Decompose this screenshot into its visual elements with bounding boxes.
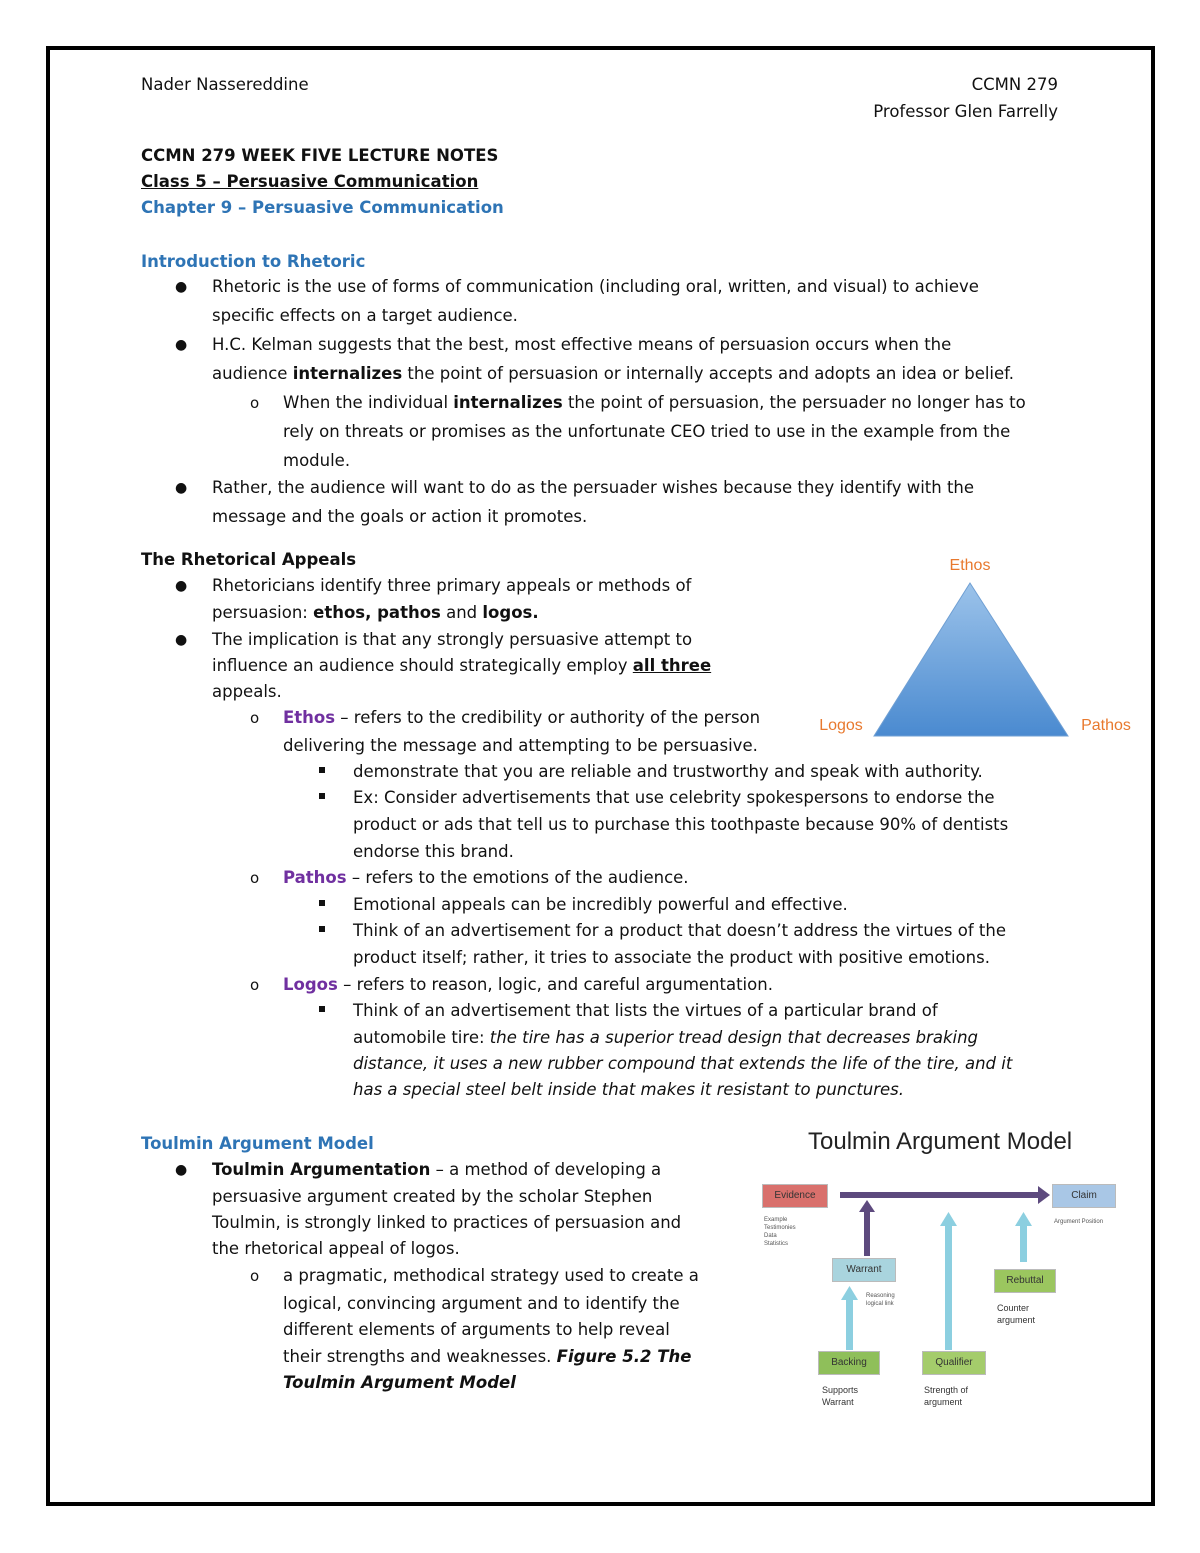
- logos-sub-1-line-4: has a special steel belt inside that makes it resistant to punctures.: [353, 1080, 905, 1099]
- appeals-heading: The Rhetorical Appeals: [141, 550, 357, 569]
- triangle-label-logos: Logos: [819, 717, 863, 734]
- circle-bullet-icon: o: [250, 869, 260, 887]
- triangle-label-ethos: Ethos: [949, 557, 991, 574]
- toulmin-bullet-line-1: Toulmin Argumentation – a method of developing a: [212, 1160, 662, 1179]
- toulmin-bullet-line-2: persuasive argument created by the scholar Stephen: [212, 1187, 653, 1206]
- rebuttal-note-2: argument: [997, 1315, 1036, 1325]
- toulmin-bullet-line-3: Toulmin, is strongly linked to practices of persuasion and: [212, 1213, 682, 1232]
- ethos-sub-1: demonstrate that you are reliable and trustworthy and speak with authority.: [353, 762, 983, 781]
- appeals-bullet-1-line-1: Rhetoricians identify three primary appeals or methods of: [212, 576, 692, 595]
- toulmin-sub-line-2: logical, convincing argument and to identify the: [283, 1294, 680, 1313]
- intro-sub-1-line-1: When the individual internalizes the point of persuasion, the persuader no longer has to: [283, 393, 1026, 412]
- toulmin-sub-line-5: Toulmin Argument Model: [283, 1373, 516, 1392]
- ethos-sub-2-line-2: product or ads that tell us to purchase this toothpaste because 90% of dentists: [353, 815, 1009, 834]
- intro-bullet-1-line-1: Rhetoric is the use of forms of communication (including oral, written, and visual) to achieve: [212, 277, 979, 296]
- toulmin-sub-line-4: their strengths and weaknesses. Figure 5.2 The: [283, 1347, 692, 1366]
- rhetorical-triangle-figure: [800, 550, 1150, 750]
- evidence-note-1: Example: [764, 1217, 788, 1223]
- toulmin-diagram: [750, 1120, 1130, 1420]
- intro-bullet-1-line-2: specific effects on a target audience.: [212, 306, 518, 325]
- backing-arrow-head: [841, 1286, 858, 1300]
- claim-note: Argument Position: [1054, 1219, 1104, 1225]
- diagram-title: Toulmin Argument Model: [808, 1128, 1073, 1155]
- toulmin-sub-line-1: a pragmatic, methodical strategy used to create a: [283, 1266, 699, 1285]
- author-name: Nader Nassereddine: [141, 75, 309, 94]
- intro-heading: Introduction to Rhetoric: [141, 252, 366, 271]
- intro-bullet-2-line-2: audience internalizes the point of persuasion or internally accepts and adopts an idea or belief.: [212, 364, 1015, 383]
- bullet-icon: ●: [175, 480, 188, 496]
- square-bullet-icon: [319, 767, 325, 773]
- warrant-note-1: Reasoning: [866, 1293, 895, 1299]
- intro-sub-1-line-3: module.: [283, 451, 351, 470]
- rebuttal-box: Rebuttal: [994, 1269, 1056, 1293]
- bullet-icon: ●: [175, 279, 188, 295]
- logos-sub-1-line-2: automobile tire: the tire has a superior tread design that decreases braking: [353, 1028, 979, 1047]
- rebuttal-arrow-shaft: [1020, 1224, 1027, 1262]
- warrant-arrow-head: [859, 1200, 875, 1212]
- square-bullet-icon: [319, 900, 325, 906]
- evidence-note-3: Data: [764, 1233, 777, 1239]
- ethos-line-2: delivering the message and attempting to be persuasive.: [283, 736, 758, 755]
- main-title: CCMN 279 WEEK FIVE LECTURE NOTES: [141, 146, 499, 165]
- backing-arrow-shaft: [846, 1298, 853, 1350]
- evidence-note-4: Statistics: [764, 1241, 789, 1247]
- warrant-arrow-shaft: [864, 1210, 870, 1256]
- intro-bullet-3-line-1: Rather, the audience will want to do as the persuader wishes because they identify with the: [212, 478, 975, 497]
- backing-note-1: Supports: [822, 1385, 859, 1395]
- appeals-bullet-2-line-2: influence an audience should strategically employ all three: [212, 656, 712, 675]
- evidence-note-2: Testimonies: [764, 1225, 796, 1231]
- intro-sub-1-line-2: rely on threats or promises as the unfortunate CEO tried to use in the example from the: [283, 422, 1011, 441]
- bullet-icon: ●: [175, 632, 188, 648]
- warrant-box: Warrant: [832, 1258, 896, 1282]
- class-title: Class 5 – Persuasive Communication: [141, 172, 479, 191]
- chapter-title: Chapter 9 – Persuasive Communication: [141, 198, 504, 217]
- appeals-bullet-1-line-2: persuasion: ethos, pathos and logos.: [212, 603, 539, 622]
- rebuttal-note-1: Counter: [997, 1303, 1030, 1313]
- square-bullet-icon: [319, 793, 325, 799]
- bullet-icon: ●: [175, 1162, 188, 1178]
- backing-box: Backing: [818, 1351, 880, 1375]
- backing-note-2: Warrant: [822, 1397, 854, 1407]
- course-code: CCMN 279: [971, 75, 1058, 94]
- warrant-note-2: logical link: [866, 1301, 894, 1307]
- pathos-sub-2-line-2: product itself; rather, it tries to associate the product with positive emotions.: [353, 948, 990, 967]
- bullet-icon: ●: [175, 337, 188, 353]
- claim-box: Claim: [1052, 1184, 1116, 1208]
- square-bullet-icon: [319, 926, 325, 932]
- bullet-icon: ●: [175, 578, 188, 594]
- intro-bullet-2-line-1: H.C. Kelman suggests that the best, most effective means of persuasion occurs when the: [212, 335, 952, 354]
- triangle-shape: [874, 583, 1068, 736]
- qualifier-note-2: argument: [924, 1397, 963, 1407]
- triangle-label-pathos: Pathos: [1081, 717, 1131, 734]
- pathos-sub-2-line-1: Think of an advertisement for a product that doesn’t address the virtues of the: [353, 921, 1006, 940]
- toulmin-sub-line-3: different elements of arguments to help reveal: [283, 1320, 670, 1339]
- circle-bullet-icon: o: [250, 976, 260, 994]
- intro-bullet-3-line-2: message and the goals or action it promotes.: [212, 507, 588, 526]
- qualifier-arrow-head: [940, 1212, 957, 1226]
- circle-bullet-icon: o: [250, 1267, 260, 1285]
- professor-name: Professor Glen Farrelly: [873, 102, 1058, 121]
- main-arrow-head: [1038, 1186, 1050, 1204]
- toulmin-bullet-line-4: the rhetorical appeal of logos.: [212, 1239, 460, 1258]
- circle-bullet-icon: o: [250, 394, 260, 412]
- appeals-bullet-2-line-3: appeals.: [212, 682, 282, 701]
- logos-sub-1-line-3: distance, it uses a new rubber compound that extends the life of the tire, and it: [353, 1054, 1013, 1073]
- toulmin-heading: Toulmin Argument Model: [141, 1134, 374, 1153]
- ethos-sub-2-line-1: Ex: Consider advertisements that use celebrity spokespersons to endorse the: [353, 788, 995, 807]
- logos-line-1: Logos – refers to reason, logic, and careful argumentation.: [283, 975, 773, 994]
- ethos-line-1: Ethos – refers to the credibility or authority of the person: [283, 708, 761, 727]
- appeals-bullet-2-line-1: The implication is that any strongly persuasive attempt to: [212, 630, 693, 649]
- rebuttal-arrow-head: [1015, 1212, 1032, 1226]
- qualifier-box: Qualifier: [922, 1351, 986, 1375]
- evidence-box: Evidence: [762, 1184, 828, 1208]
- qualifier-arrow-shaft: [945, 1224, 952, 1350]
- pathos-sub-1: Emotional appeals can be incredibly powerful and effective.: [353, 895, 848, 914]
- square-bullet-icon: [319, 1006, 325, 1012]
- circle-bullet-icon: o: [250, 709, 260, 727]
- pathos-line-1: Pathos – refers to the emotions of the audience.: [283, 868, 689, 887]
- main-arrow-shaft: [840, 1192, 1038, 1198]
- qualifier-note-1: Strength of: [924, 1385, 969, 1395]
- diagram-arrows: [750, 1120, 1130, 1420]
- logos-sub-1-line-1: Think of an advertisement that lists the virtues of a particular brand of: [353, 1001, 938, 1020]
- ethos-sub-2-line-3: endorse this brand.: [353, 842, 514, 861]
